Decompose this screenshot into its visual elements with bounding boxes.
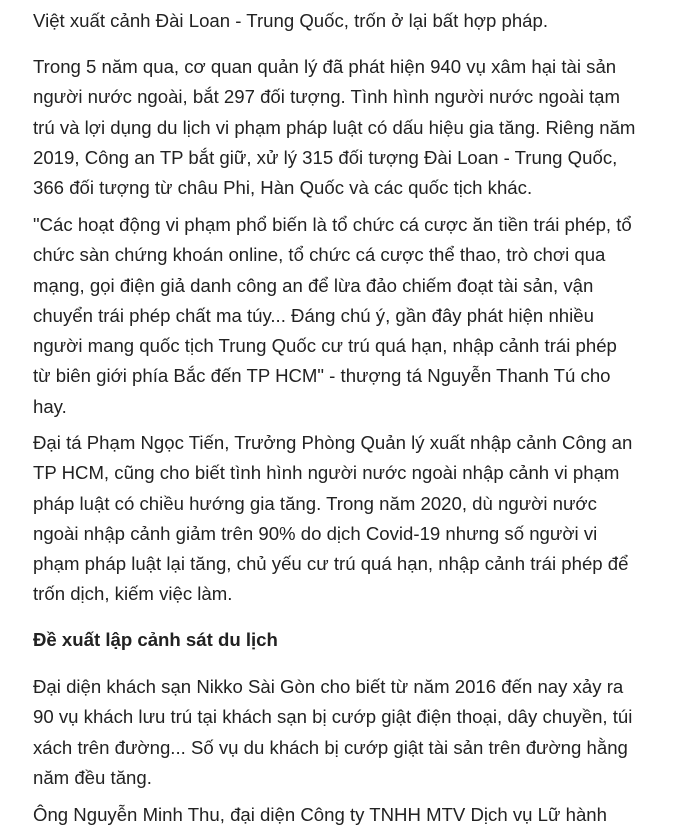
text-line: năm đều tăng.	[33, 766, 152, 788]
text-line: Đại diện khách sạn Nikko Sài Gòn cho biết từ năm 2016 đến nay xảy ra	[33, 676, 624, 697]
text-line: Trong 5 năm qua, cơ quan quản lý đã phát hiện 940 vụ xâm hại tài sản	[33, 56, 617, 77]
text-line: phạm pháp luật lại tăng, chủ yếu cư trú quá hạn, nhập cảnh trái phép để	[33, 553, 629, 575]
text-line: người mang quốc tịch Trung Quốc cư trú quá hạn, nhập cảnh trái phép	[33, 335, 617, 357]
text-line: trốn dịch, kiếm việc làm.	[33, 583, 233, 605]
section-heading-paragraph	[33, 625, 278, 655]
text-line: pháp luật có chiều hướng gia tăng. Trong năm 2020, dù người nước	[33, 492, 597, 514]
paragraph	[33, 52, 635, 203]
text-line: xách trên đường... Số vụ du khách bị cướp giật tài sản trên đường hằng	[33, 736, 628, 758]
text-line: chức sàn chứng khoán online, tổ chức cá cược thể thao, trò chơi qua	[33, 244, 606, 266]
paragraph	[33, 800, 607, 830]
text-line: Ông Nguyễn Minh Thu, đại diện Công ty TNHH MTV Dịch vụ Lữ hành	[33, 804, 607, 825]
text-line: ngoài nhập cảnh giảm trên 90% do dịch Covid-19 nhưng số người vi	[33, 522, 598, 544]
text-line: mạng, gọi điện giả danh công an để lừa đảo chiếm đoạt tài sản, vận	[33, 274, 594, 296]
section-heading: Đề xuất lập cảnh sát du lịch	[33, 629, 278, 650]
text-line: 90 vụ khách lưu trú tại khách sạn bị cướp giật điện thoại, dây chuyền, túi	[33, 706, 633, 728]
text-line: "Các hoạt động vi phạm phổ biến là tổ chức cá cược ăn tiền trái phép, tổ	[33, 214, 632, 235]
text-line: 2019, Công an TP bắt giữ, xử lý 315 đối tượng Đài Loan - Trung Quốc,	[33, 146, 618, 168]
text-line: trú và lợi dụng du lịch vi phạm pháp luật có dấu hiệu gia tăng. Riêng năm	[33, 116, 636, 138]
text-line: TP HCM, cũng cho biết tình hình người nước ngoài nhập cảnh vi phạm	[33, 462, 620, 484]
text-line: chuyển trái phép chất ma túy... Đáng chú ý, gần đây phát hiện nhiều	[33, 304, 594, 326]
paragraph	[33, 428, 632, 610]
paragraph	[33, 210, 632, 422]
text-line: từ biên giới phía Bắc đến TP HCM" - thượng tá Nguyễn Thanh Tú cho	[33, 365, 611, 387]
text-line: 366 đối tượng từ châu Phi, Hàn Quốc và các quốc tịch khác.	[33, 177, 533, 199]
text-line: hay.	[33, 395, 67, 417]
paragraph	[33, 6, 548, 36]
text-line: Đại tá Phạm Ngọc Tiến, Trưởng Phòng Quản lý xuất nhập cảnh Công an	[33, 432, 633, 453]
text-line: người nước ngoài, bắt 297 đối tượng. Tình hình người nước ngoài tạm	[33, 86, 621, 108]
text-line: Việt xuất cảnh Đài Loan - Trung Quốc, trốn ở lại bất hợp pháp.	[33, 10, 549, 31]
paragraph	[33, 672, 632, 793]
